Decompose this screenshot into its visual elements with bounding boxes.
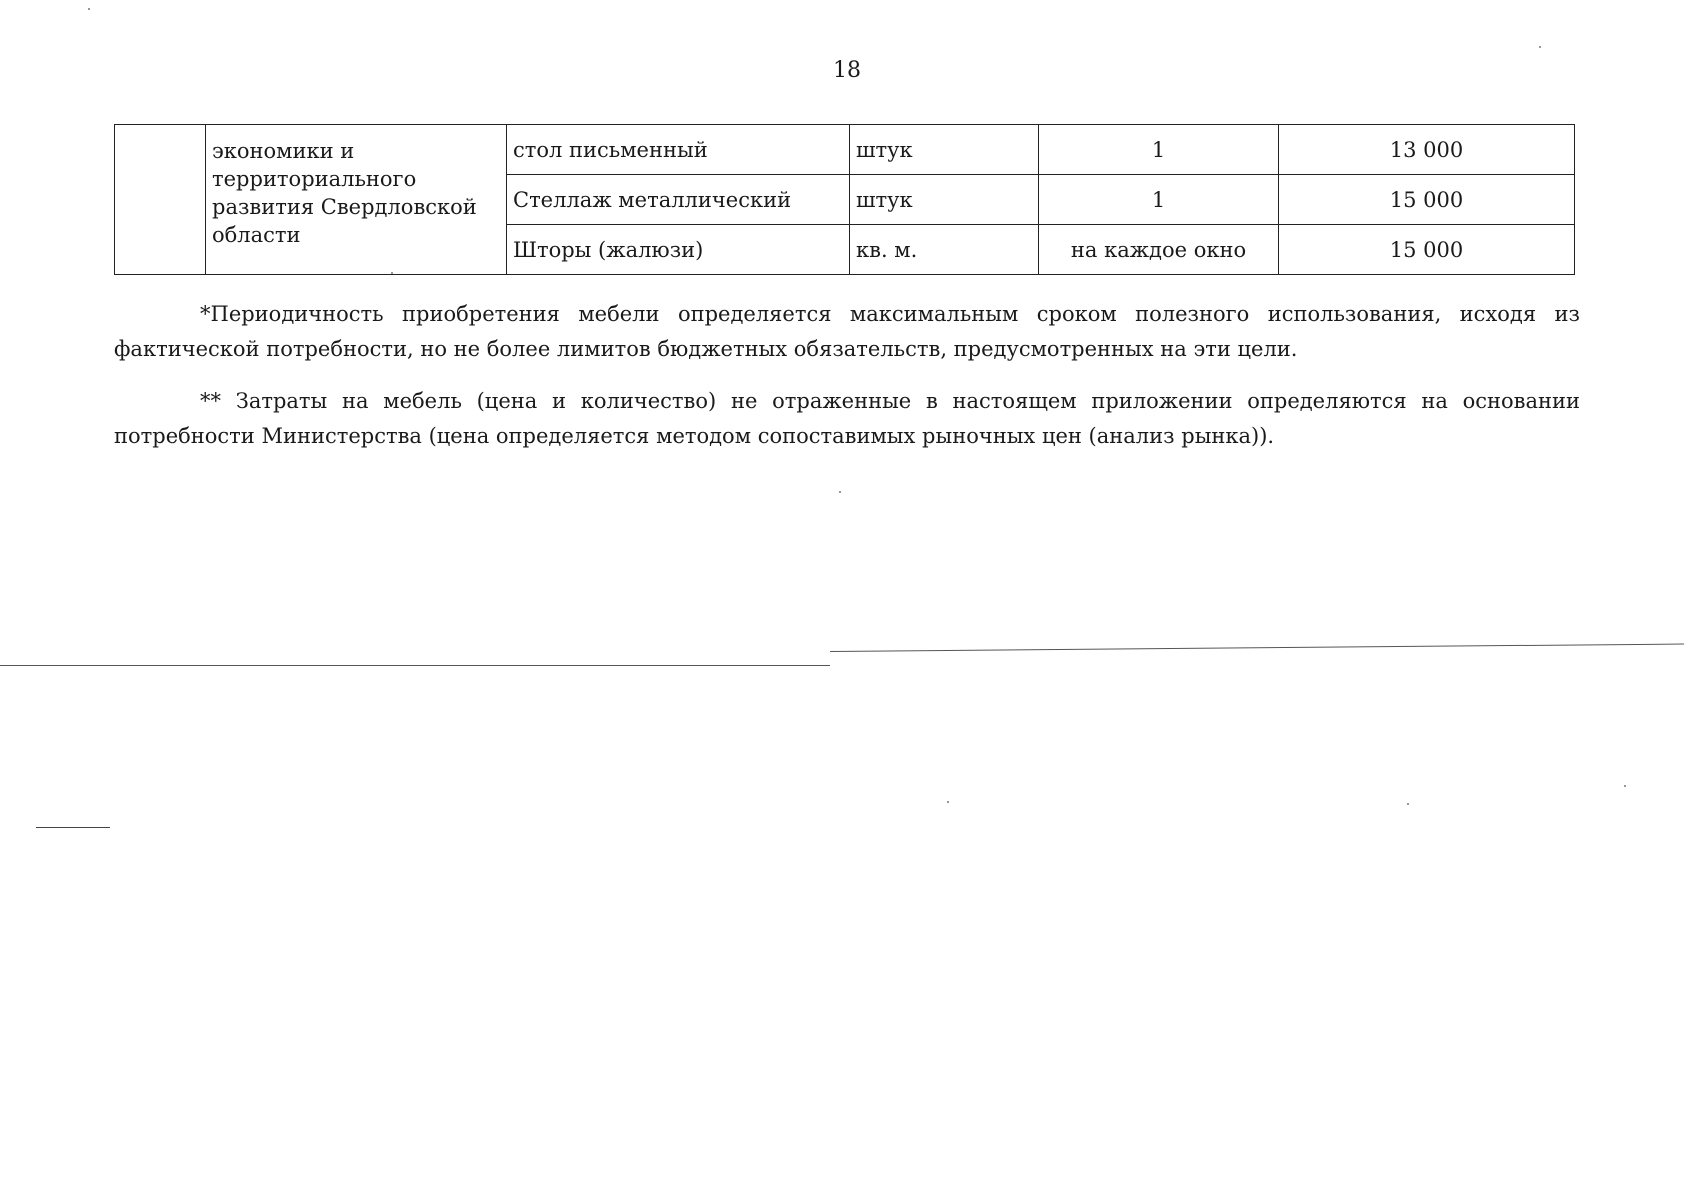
- item-name-cell: Стеллаж металлический: [507, 175, 850, 225]
- unit-cell: штук: [850, 125, 1039, 175]
- item-name-cell: стол письменный: [507, 125, 850, 175]
- footnote-periodicity: *Периодичность приобретения мебели определяется максимальным сроком полезного использования, исходя из фактической потребности, но не более лимитов бюджетных обязательств, предусмотренных на эти цели.: [114, 302, 1580, 361]
- item-name-cell: Шторы (жалюзи): [507, 225, 850, 275]
- page-number: 18: [833, 58, 861, 83]
- table-row: [115, 125, 1575, 175]
- scan-speck: [1539, 46, 1541, 48]
- scan-mark: [36, 827, 110, 828]
- scan-speck: [947, 801, 949, 803]
- price-cell: 13 000: [1279, 125, 1575, 175]
- quantity-cell: на каждое окно: [1039, 225, 1279, 275]
- price-cell: 15 000: [1279, 225, 1575, 275]
- organization-cell: экономики и территориального развития Свердловской области: [206, 125, 507, 275]
- price-cell: 15 000: [1279, 175, 1575, 225]
- scan-speck: [1624, 785, 1626, 787]
- row-number-cell: [115, 125, 206, 275]
- quantity-cell: 1: [1039, 175, 1279, 225]
- scan-fold-line: [0, 665, 830, 666]
- unit-cell: штук: [850, 175, 1039, 225]
- scan-fold-line: [830, 644, 1684, 652]
- unit-cell: кв. м.: [850, 225, 1039, 275]
- footnote-other-costs: ** Затраты на мебель (цена и количество) не отраженные в настоящем приложении определяются на основании потребности Министерства (цена определяется методом сопоставимых рыночных цен (анализ рынка)).: [114, 389, 1580, 448]
- scan-speck: [1407, 803, 1409, 805]
- scan-speck: [839, 491, 841, 493]
- scan-speck: [391, 272, 393, 274]
- scan-speck: [88, 8, 90, 10]
- quantity-cell: 1: [1039, 125, 1279, 175]
- furniture-cost-table: [114, 124, 1575, 275]
